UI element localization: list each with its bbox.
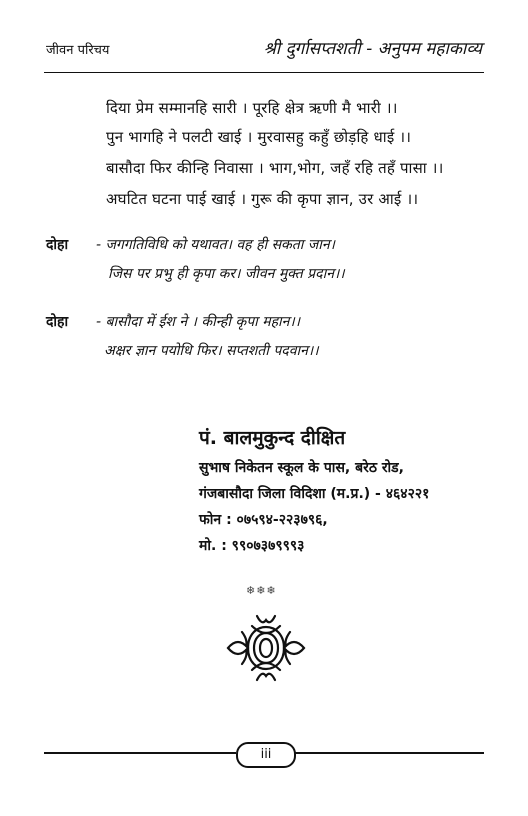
doha-label: दोहा	[46, 314, 69, 330]
snowflake-separator: ❄❄❄	[246, 584, 277, 597]
address-line: सुभाष निकेतन स्कूल के पास, बरेठ रोड,	[199, 460, 404, 476]
author-name: पं. बालमुकुन्द दीक्षित	[199, 427, 346, 449]
footer-rule-left	[44, 752, 236, 754]
footer-rule-right	[292, 752, 484, 754]
header-left: जीवन परिचय	[46, 43, 110, 58]
page-number: iii	[236, 742, 296, 768]
doha-label: दोहा	[46, 237, 69, 253]
verse-line: पुन भागहि ने पलटी खाई । मुरवासहु कहुँ छोड़हि धाई ।।	[106, 128, 412, 146]
doha-line: - बासौदा में ईश ने । कीन्ही कृपा महान।।	[96, 314, 301, 330]
address-line: गंजबासौदा जिला विदिशा (म.प्र.) - ४६४२२१	[199, 486, 430, 502]
mobile-line: मो. : ९९०७३७९९९३	[199, 538, 305, 554]
doha-line: जिस पर प्रभु ही कृपा कर। जीवन मुक्त प्रदान।।	[108, 266, 345, 282]
verse-line: अघटित घटना पाई खाई । गुरू की कृपा ज्ञान, उर आई ।।	[106, 190, 419, 208]
doha-line: अक्षर ज्ञान पयोधि फिर। सप्तशती पदवान।।	[104, 343, 319, 359]
verse-line: दिया प्रेम सम्मानहि सारी । पूरहि क्षेत्र ऋणी मै भारी ।।	[106, 99, 398, 117]
flourish-ornament-icon	[224, 610, 308, 686]
header-rule	[44, 72, 484, 73]
header-right: श्री दुर्गासप्तशती - अनुपम महाकाव्य	[263, 39, 482, 59]
doha-line: - जगगतिविधि को यथावत। वह ही सकता जान।	[96, 237, 335, 253]
verse-line: बासौदा फिर कीन्हि निवासा । भाग,भोग, जहँ रहि तहँ पासा ।।	[106, 159, 444, 177]
phone-line: फोन : ०७५९४-२२३७९६,	[199, 512, 328, 528]
